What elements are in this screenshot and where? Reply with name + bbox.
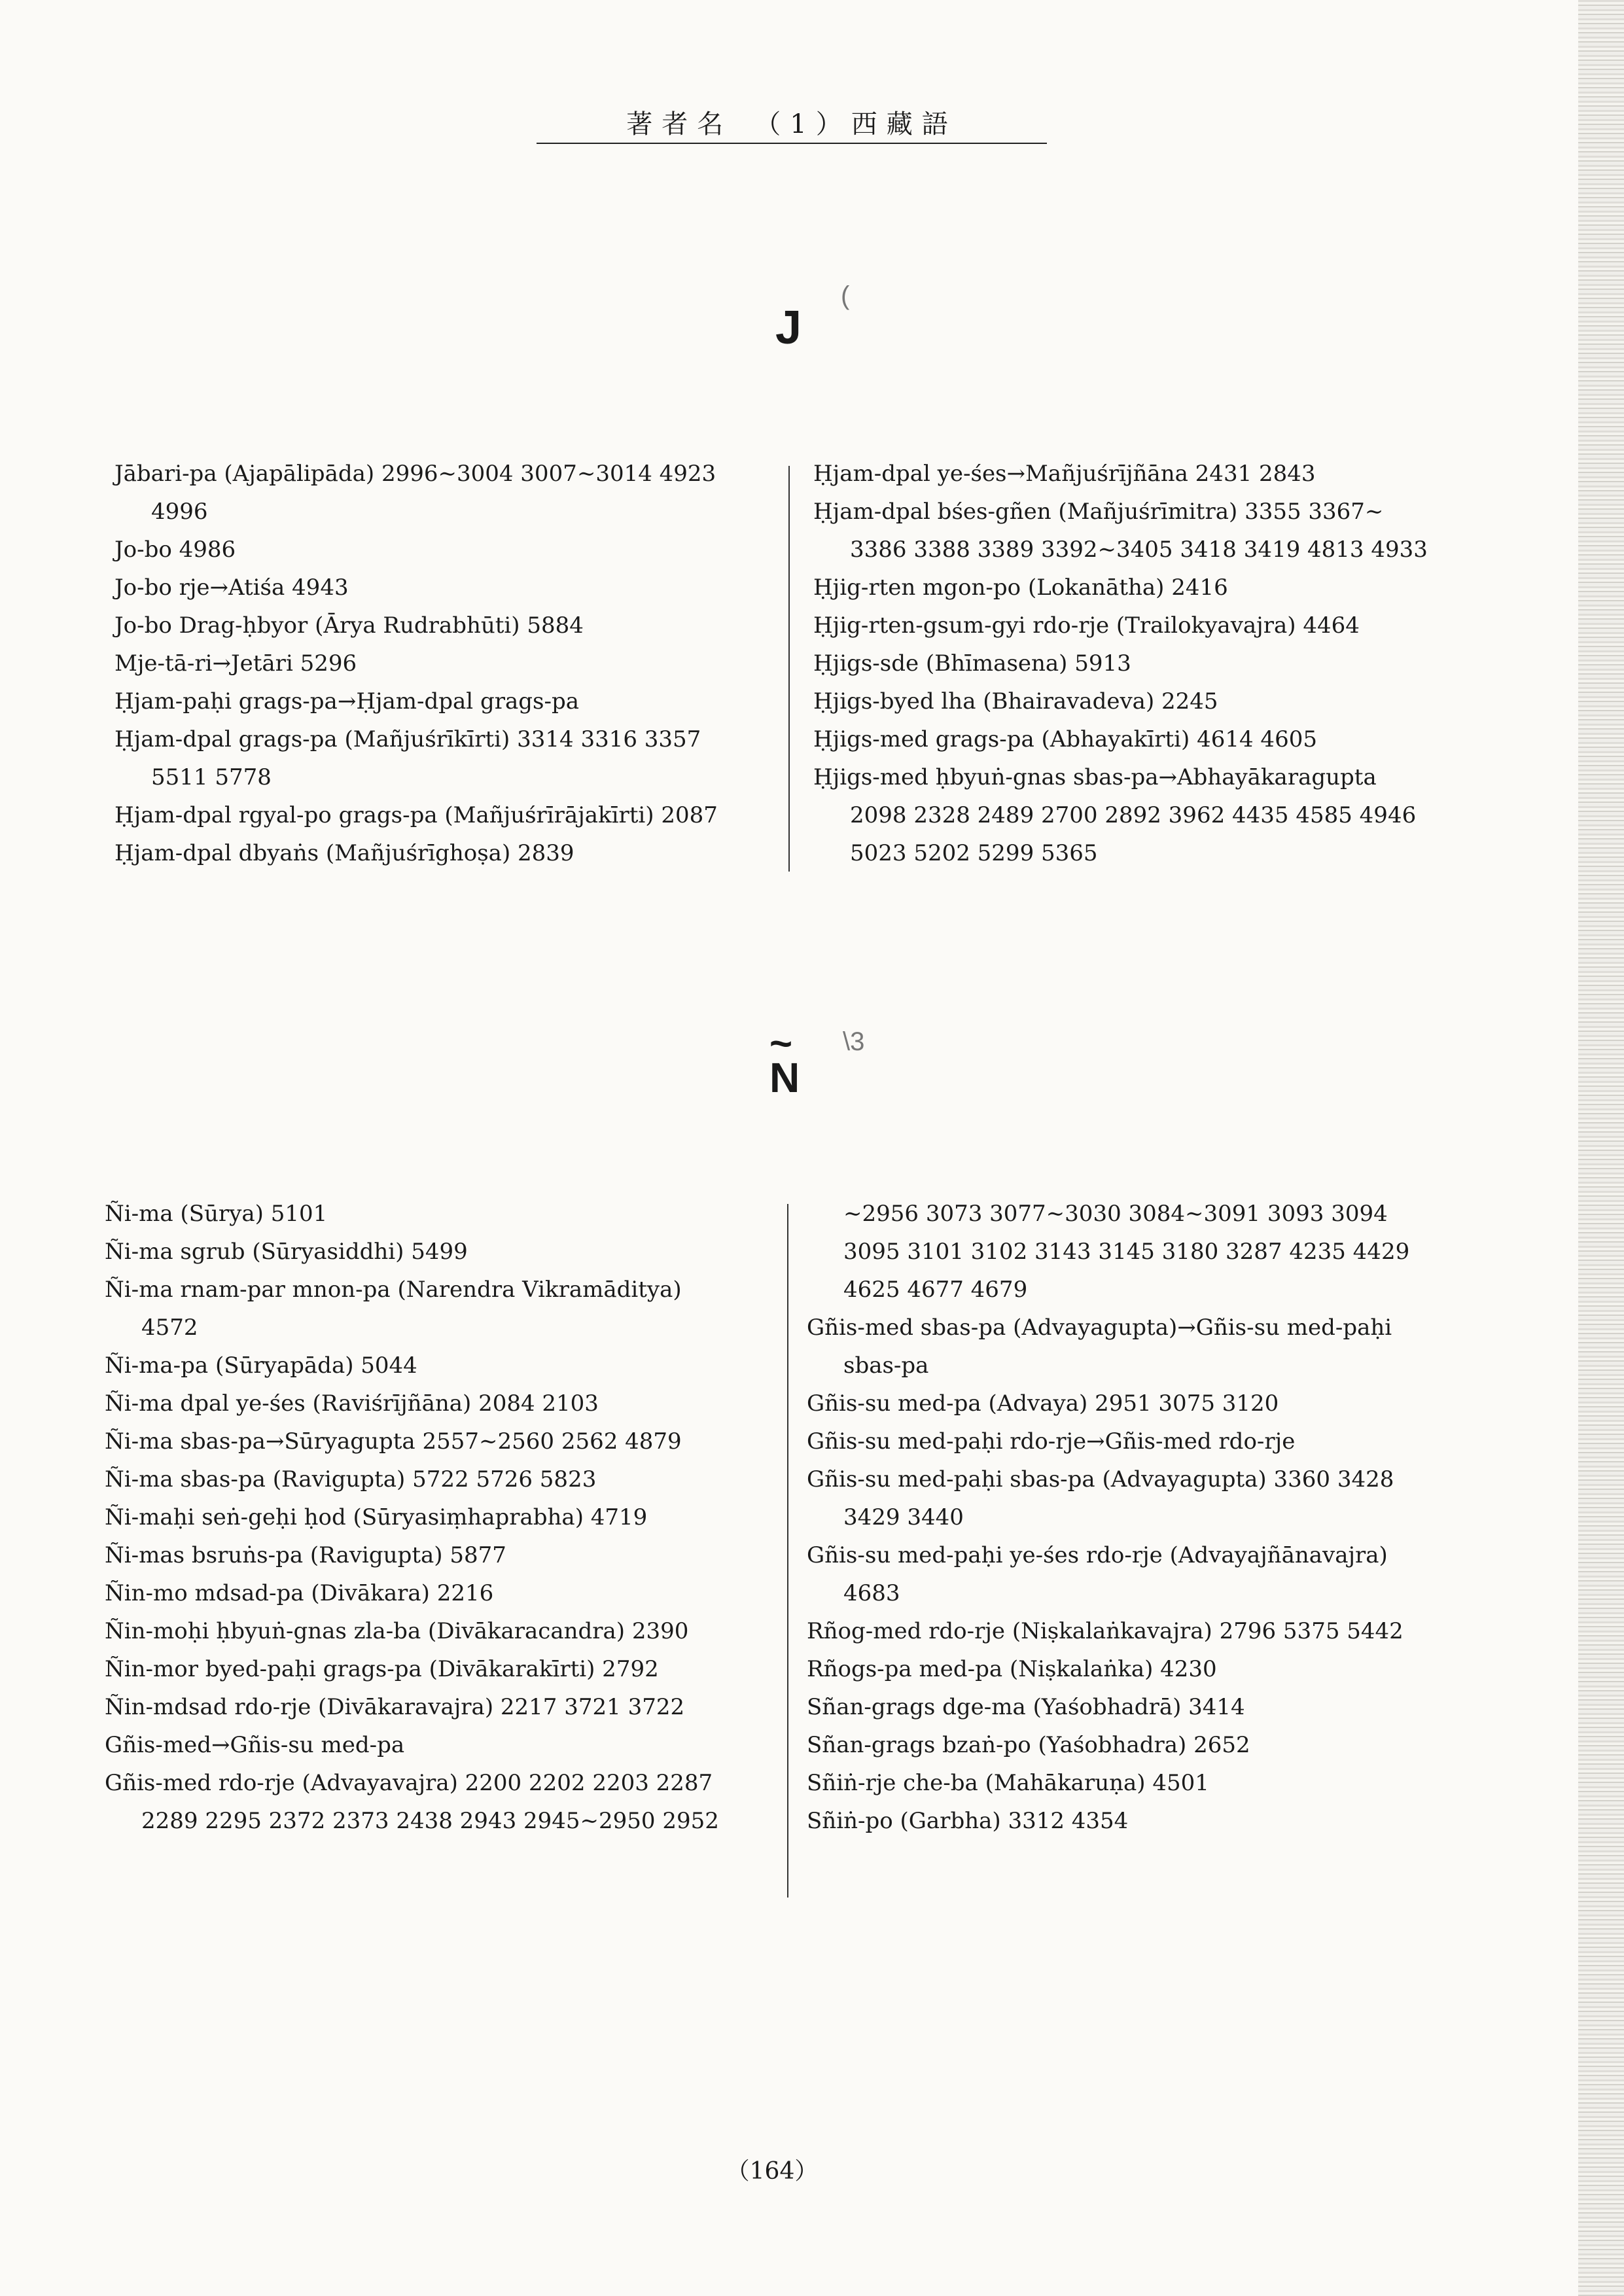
entry-line: Ḥjigs-byed lha (Bhairavadeva) 2245 — [813, 688, 1218, 715]
entry-line: Rñog-med rdo-rje (Niṣkalaṅkavajra) 2796 5375 5442 — [807, 1618, 1403, 1644]
entry-line: Gñis-su med-paḥi rdo-rje→Gñis-med rdo-rje — [807, 1428, 1296, 1455]
entry-line: Ñi-ma rnam-par mnon-pa (Narendra Vikramāditya) — [105, 1277, 682, 1303]
index-entry — [105, 1498, 719, 1536]
index-entry — [115, 645, 718, 682]
index-entry — [115, 455, 718, 531]
section-letter-j: J — [775, 302, 802, 354]
column-divider-j — [788, 466, 790, 872]
index-entry — [813, 682, 1428, 720]
entry-line: 5511 5778 — [151, 764, 272, 790]
entry-line: Gñis-med sbas-pa (Advayagupta)→Gñis-su med-paḥi — [807, 1315, 1392, 1341]
index-entry — [115, 607, 718, 645]
entry-line: Ñi-ma sbas-pa (Ravigupta) 5722 5726 5823 — [105, 1466, 597, 1492]
entry-line: 3386 3388 3389 3392∼3405 3418 3419 4813 4933 — [850, 537, 1428, 563]
index-entry — [105, 1612, 719, 1650]
entry-line: Ḥjam-dpal grags-pa (Mañjuśrīkīrti) 3314 3316 3357 — [115, 726, 701, 752]
entry-line: 4996 — [151, 499, 208, 525]
column-divider-n — [787, 1204, 788, 1898]
entry-line: Ñi-ma sgrub (Sūryasiddhi) 5499 — [105, 1239, 468, 1265]
index-entry — [807, 1536, 1409, 1612]
index-entry — [105, 1536, 719, 1574]
index-entry — [813, 720, 1428, 758]
index-entry — [105, 1385, 719, 1422]
index-entry — [813, 607, 1428, 645]
entry-line: 3095 3101 3102 3143 3145 3180 3287 4235 4429 — [843, 1239, 1410, 1265]
index-entry — [807, 1309, 1409, 1385]
entry-line: Ḥjam-dpal ye-śes→Mañjuśrījñāna 2431 2843 — [813, 461, 1316, 487]
entry-line: Ñin-mor byed-paḥi grags-pa (Divākarakīrti) 2792 — [105, 1656, 659, 1682]
index-entry — [813, 455, 1428, 493]
index-entry — [105, 1347, 719, 1385]
entry-line: Ḥjam-dpal dbyaṅs (Mañjuśrīghoṣa) 2839 — [115, 840, 574, 866]
tilde-mark: ~ — [769, 1021, 793, 1065]
index-entry — [807, 1422, 1409, 1460]
entry-line: sbas-pa — [843, 1352, 929, 1379]
entry-line: ∼2956 3073 3077∼3030 3084∼3091 3093 3094 — [843, 1201, 1388, 1227]
index-entry — [115, 682, 718, 720]
entry-line: Ñi-ma (Sūrya) 5101 — [105, 1201, 328, 1227]
entry-line: Sñan-grags dge-ma (Yaśobhadrā) 3414 — [807, 1694, 1245, 1720]
entry-line: Jo-bo Drag-ḥbyor (Ārya Rudrabhūti) 5884 — [115, 612, 584, 639]
entry-line: Ñin-mdsad rdo-rje (Divākaravajra) 2217 3721 3722 — [105, 1694, 685, 1720]
index-entry — [807, 1612, 1409, 1650]
entry-line: Ḥjigs-med grags-pa (Abhayakīrti) 4614 4605 — [813, 726, 1317, 752]
index-entry — [807, 1460, 1409, 1536]
entry-line: Ñi-ma sbas-pa→Sūryagupta 2557∼2560 2562 4879 — [105, 1428, 682, 1455]
entry-line: Gñis-su med-paḥi ye-śes rdo-rje (Advayajñānavajra) — [807, 1542, 1388, 1568]
index-entry — [105, 1422, 719, 1460]
entry-line: 4625 4677 4679 — [843, 1277, 1028, 1303]
entry-line: Gñis-su med-pa (Advaya) 2951 3075 3120 — [807, 1390, 1279, 1417]
entry-line: Jābari-pa (Ajapālipāda) 2996∼3004 3007∼3014 4923 — [115, 461, 716, 487]
entry-line: Ñi-ma-pa (Sūryapāda) 5044 — [105, 1352, 417, 1379]
column-n-left — [105, 1195, 719, 1840]
index-entry — [813, 645, 1428, 682]
entry-line: Ḥjigs-sde (Bhīmasena) 5913 — [813, 650, 1131, 677]
entry-line: Sñan-grags bzaṅ-po (Yaśobhadra) 2652 — [807, 1732, 1250, 1758]
index-entry — [105, 1688, 719, 1726]
index-entry — [813, 493, 1428, 569]
index-entry — [105, 1650, 719, 1688]
entry-line: Ñi-maḥi seṅ-geḥi ḥod (Sūryasiṃhaprabha) 4719 — [105, 1504, 648, 1530]
entry-line: Gñis-med rdo-rje (Advayavajra) 2200 2202 2203 2287 — [105, 1770, 713, 1796]
index-entry — [807, 1802, 1409, 1840]
index-entry — [105, 1460, 719, 1498]
index-entry — [813, 758, 1428, 872]
entry-line: Ḥjigs-med ḥbyuṅ-gnas sbas-pa→Abhayākaragupta — [813, 764, 1377, 790]
entry-line: Sñiṅ-po (Garbha) 3312 4354 — [807, 1808, 1129, 1834]
page-edge — [1578, 0, 1624, 2296]
entry-line: Ñi-ma dpal ye-śes (Raviśrījñāna) 2084 2103 — [105, 1390, 599, 1417]
index-entry — [115, 796, 718, 834]
index-entry — [807, 1385, 1409, 1422]
index-entry — [807, 1726, 1409, 1764]
index-entry — [105, 1271, 719, 1347]
handwritten-mark-n: \3 — [843, 1027, 865, 1056]
column-n-right — [807, 1195, 1409, 1840]
index-entry — [105, 1574, 719, 1612]
entry-line: Rñogs-pa med-pa (Niṣkalaṅka) 4230 — [807, 1656, 1217, 1682]
entry-line: Ḥjig-rten-gsum-gyi rdo-rje (Trailokyavajra) 4464 — [813, 612, 1360, 639]
index-entry — [115, 834, 718, 872]
index-entry — [807, 1195, 1409, 1309]
index-entry — [105, 1195, 719, 1233]
entry-line: 2098 2328 2489 2700 2892 3962 4435 4585 4946 — [850, 802, 1417, 828]
index-entry — [105, 1233, 719, 1271]
column-j-left — [115, 455, 718, 872]
entry-line: 3429 3440 — [843, 1504, 964, 1530]
running-header: 著者名 （1）西藏語 — [537, 106, 1047, 144]
index-entry — [115, 569, 718, 607]
entry-line: Gñis-su med-paḥi sbas-pa (Advayagupta) 3360 3428 — [807, 1466, 1394, 1492]
entry-line: Ñin-moḥi ḥbyuṅ-gnas zla-ba (Divākaracandra) 2390 — [105, 1618, 689, 1644]
column-j-right — [813, 455, 1428, 872]
entry-line: 2289 2295 2372 2373 2438 2943 2945∼2950 2952 — [141, 1808, 719, 1834]
page-number: （164） — [726, 2158, 819, 2185]
entry-line: Gñis-med→Gñis-su med-pa — [105, 1732, 405, 1758]
index-entry — [105, 1764, 719, 1840]
entry-line: Jo-bo 4986 — [115, 537, 236, 563]
entry-line: 4572 — [141, 1315, 198, 1341]
entry-line: Mje-tā-ri→Jetāri 5296 — [115, 650, 357, 677]
index-entry — [807, 1650, 1409, 1688]
index-entry — [115, 720, 718, 796]
index-entry — [115, 531, 718, 569]
entry-line: Jo-bo rje→Atiśa 4943 — [115, 574, 349, 601]
entry-line: Ñi-mas bsruṅs-pa (Ravigupta) 5877 — [105, 1542, 506, 1568]
entry-line: Ḥjam-paḥi grags-pa→Ḥjam-dpal grags-pa — [115, 688, 580, 715]
entry-line: 4683 — [843, 1580, 900, 1606]
entry-line: Sñiṅ-rje che-ba (Mahākaruṇa) 4501 — [807, 1770, 1209, 1796]
index-entry — [807, 1688, 1409, 1726]
index-entry — [105, 1726, 719, 1764]
entry-line: Ḥjam-dpal rgyal-po grags-pa (Mañjuśrīrājakīrti) 2087 — [115, 802, 718, 828]
entry-line: Ḥjig-rten mgon-po (Lokanātha) 2416 — [813, 574, 1228, 601]
index-entry — [813, 569, 1428, 607]
entry-line: Ñin-mo mdsad-pa (Divākara) 2216 — [105, 1580, 494, 1606]
index-entry — [807, 1764, 1409, 1802]
entry-line: Ḥjam-dpal bśes-gñen (Mañjuśrīmitra) 3355 3367∼ — [813, 499, 1384, 525]
section-letter-n: N — [769, 1054, 800, 1101]
entry-line: 5023 5202 5299 5365 — [850, 840, 1098, 866]
handwritten-mark-j: ( — [841, 281, 850, 310]
